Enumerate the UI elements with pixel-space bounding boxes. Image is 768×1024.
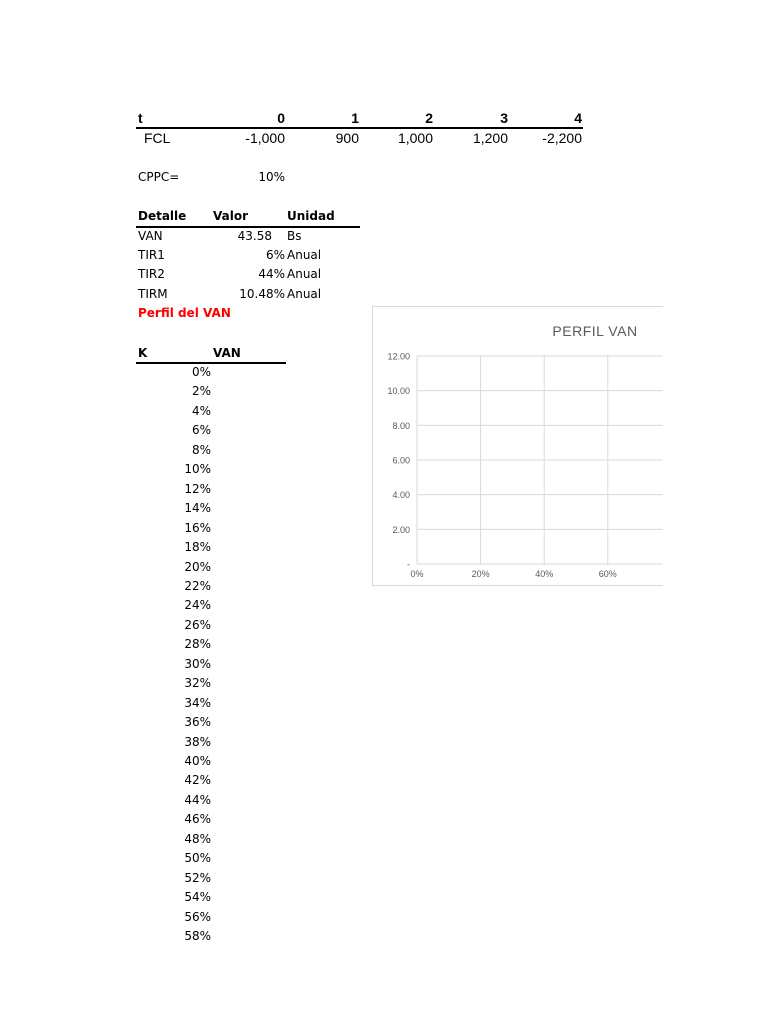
k-value-cell: 8% <box>191 442 211 457</box>
chart-svg <box>373 307 663 585</box>
unit-cell: Bs <box>287 229 302 243</box>
k-value-cell: 26% <box>184 617 211 632</box>
k-value-cell: 24% <box>184 598 211 613</box>
k-value-cell: 38% <box>184 734 211 749</box>
k-value-cell: 4% <box>191 403 211 418</box>
k-value-cell: 6% <box>191 423 211 438</box>
k-value-cell: 36% <box>184 715 211 730</box>
k-value-cell: 10% <box>184 462 211 477</box>
detail-cell: TIR2 <box>138 267 165 281</box>
profile-heading: Perfil del VAN <box>138 306 231 320</box>
y-tick-label: 12.00 <box>387 351 410 362</box>
k-value-cell: 56% <box>184 909 211 924</box>
y-tick-label: 8.00 <box>392 420 410 431</box>
k-value-cell: 42% <box>184 773 211 788</box>
value-cell: 10.48% <box>239 287 285 301</box>
k-value-cell: 28% <box>184 637 211 652</box>
k-value-cell: 48% <box>184 831 211 846</box>
value-cell: 43.58 <box>237 229 272 243</box>
y-tick-label: 4.00 <box>392 490 410 501</box>
fcl-value: -1,000 <box>245 130 285 146</box>
cppc-label: CPPC= <box>138 170 180 184</box>
period-header: 0 <box>277 110 285 126</box>
k-underline <box>136 362 286 364</box>
x-tick-label: 40% <box>535 569 554 579</box>
k-header: K <box>138 346 148 360</box>
period-header: 3 <box>500 110 508 126</box>
k-value-cell: 52% <box>184 870 211 885</box>
fcl-value: 1,200 <box>472 130 508 146</box>
k-value-cell: 22% <box>184 578 211 593</box>
x-tick-label: 0% <box>410 569 424 579</box>
detail-underline <box>136 226 360 228</box>
y-tick-label: 2.00 <box>392 524 410 535</box>
y-tick-label: 10.00 <box>387 386 410 397</box>
k-value-cell: 14% <box>184 501 211 516</box>
fcl-value: 1,000 <box>397 130 433 146</box>
detail-header: Detalle <box>138 209 187 223</box>
k-value-cell: 58% <box>184 929 211 944</box>
detail-cell: VAN <box>138 229 163 243</box>
unit-cell: Anual <box>287 287 322 301</box>
k-value-cell: 20% <box>184 559 211 574</box>
period-header: 1 <box>351 110 359 126</box>
value-cell: 6% <box>265 248 285 262</box>
k-value-cell: 46% <box>184 812 211 827</box>
value-cell: 44% <box>258 267 285 281</box>
k-value-cell: 50% <box>184 851 211 866</box>
fcl-value: -2,200 <box>542 130 582 146</box>
value-header: Valor <box>213 209 249 223</box>
t-label: t <box>138 110 143 126</box>
chart-title: PERFIL VAN <box>552 323 638 339</box>
period-header: 2 <box>425 110 433 126</box>
y-tick-label: 6.00 <box>392 455 410 466</box>
header-underline <box>136 127 583 129</box>
x-tick-label: 20% <box>471 569 490 579</box>
unit-cell: Anual <box>287 248 322 262</box>
k-value-cell: 12% <box>184 481 211 496</box>
k-value-cell: 0% <box>191 365 211 379</box>
k-value-cell: 16% <box>184 520 211 535</box>
k-value-cell: 18% <box>184 540 211 555</box>
k-value-cell: 30% <box>184 656 211 671</box>
fcl-label: FCL <box>144 130 171 146</box>
x-tick-label: 60% <box>598 569 617 579</box>
k-value-cell: 44% <box>184 792 211 807</box>
k-value-cell: 40% <box>184 754 211 768</box>
fcl-value: 900 <box>335 130 359 146</box>
k-value-cell: 54% <box>184 890 211 905</box>
detail-cell: TIRM <box>138 287 168 301</box>
van-header: VAN <box>213 346 241 360</box>
cppc-value: 10% <box>258 170 285 184</box>
k-value-cell: 32% <box>184 676 211 691</box>
k-value-cell: 2% <box>191 384 211 399</box>
y-tick-label: - <box>407 559 410 570</box>
k-value-cell: 34% <box>184 695 211 710</box>
detail-cell: TIR1 <box>138 248 165 262</box>
unit-cell: Anual <box>287 267 322 281</box>
unit-header: Unidad <box>287 209 335 223</box>
period-header: 4 <box>574 110 582 126</box>
perfil-van-chart <box>372 306 663 586</box>
